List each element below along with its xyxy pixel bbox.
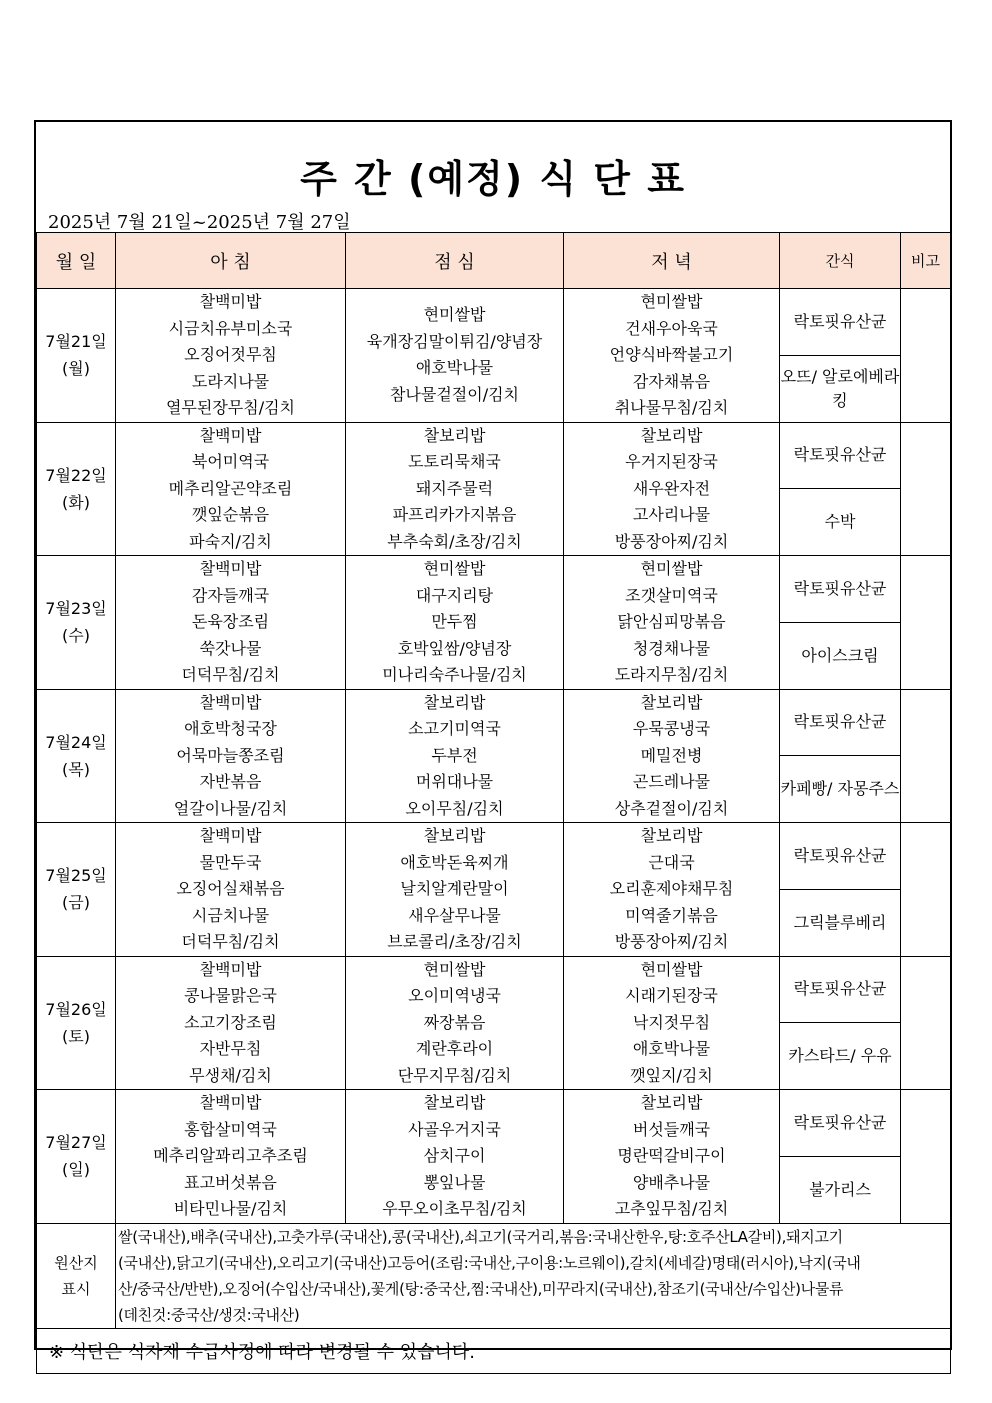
day-cell bbox=[37, 823, 116, 957]
lunch-item: 삼치구이 bbox=[423, 1146, 486, 1165]
dinner-item: 도라지무침/김치 bbox=[614, 665, 729, 684]
dinner-item: 찰보리밥 bbox=[640, 692, 703, 712]
dinner-item: 메밀전병 bbox=[640, 745, 703, 765]
dinner-item: 우묵콩냉국 bbox=[632, 719, 711, 738]
breakfast-item: 파숙지/김치 bbox=[189, 531, 272, 551]
day-cell bbox=[37, 422, 116, 556]
snack-primary: 락토핏유산균 bbox=[780, 289, 901, 356]
lunch-item: 새우살무나물 bbox=[408, 905, 501, 925]
footer-note: ※ 식단은 식자재 수급사정에 따라 변경될 수 있습니다. bbox=[37, 1328, 951, 1373]
day-row bbox=[37, 289, 951, 356]
lunch-item: 찰보리밥 bbox=[423, 1093, 486, 1112]
snack-secondary: 카스타드/ 우유 bbox=[780, 1023, 901, 1090]
snack-secondary: 수박 bbox=[780, 489, 901, 556]
day-cell bbox=[37, 1090, 116, 1224]
note-cell bbox=[901, 422, 951, 556]
note-cell bbox=[901, 289, 951, 423]
breakfast-item: 찰백미밥 bbox=[199, 292, 262, 311]
note-cell bbox=[901, 689, 951, 823]
day-date: 7월26일 bbox=[45, 999, 107, 1019]
lunch-cell bbox=[346, 422, 564, 556]
dinner-item: 시래기된장국 bbox=[625, 986, 718, 1005]
menu-table bbox=[36, 232, 951, 1374]
dinner-item: 찰보리밥 bbox=[640, 425, 703, 445]
breakfast-item: 돈육장조림 bbox=[191, 612, 270, 631]
breakfast-item: 시금치나물 bbox=[191, 905, 270, 925]
lunch-cell bbox=[346, 289, 564, 423]
breakfast-item: 콩나물맑은국 bbox=[184, 986, 277, 1005]
lunch-item: 현미쌀밥 bbox=[423, 959, 486, 979]
dinner-item: 찰보리밥 bbox=[640, 826, 703, 845]
lunch-cell bbox=[346, 556, 564, 690]
day-row bbox=[37, 422, 951, 489]
origin-line: 산/중국산/반반),오징어(수입산/국내산),꽃게(탕:중국산,찜:국내산),미꾸라지(국내산),참조기(국내산/수입산)나물류 bbox=[118, 1279, 844, 1298]
dinner-item: 고사리나물 bbox=[632, 505, 711, 524]
breakfast-item: 쑥갓나물 bbox=[199, 638, 262, 658]
dinner-item: 언양식바짝불고기 bbox=[609, 345, 734, 364]
origin-row bbox=[37, 1223, 951, 1328]
breakfast-item: 찰백미밥 bbox=[199, 425, 262, 445]
dinner-item: 명란떡갈비구이 bbox=[617, 1146, 726, 1165]
day-date: 7월25일 bbox=[45, 866, 107, 886]
header-row bbox=[37, 233, 951, 289]
day-row bbox=[37, 823, 951, 890]
lunch-item: 날치알계란말이 bbox=[400, 879, 509, 898]
dinner-item: 방풍장아찌/김치 bbox=[614, 932, 729, 951]
lunch-item: 오이무침/김치 bbox=[405, 798, 504, 818]
day-date: 7월21일 bbox=[45, 332, 107, 352]
day-weekday: (화) bbox=[62, 492, 90, 512]
dinner-item: 낙지젓무침 bbox=[632, 1012, 711, 1032]
snack-primary: 락토핏유산균 bbox=[780, 689, 901, 756]
dinner-item: 찰보리밥 bbox=[640, 1093, 703, 1112]
breakfast-item: 감자들깨국 bbox=[191, 585, 270, 605]
breakfast-cell bbox=[116, 956, 346, 1090]
origin-line: 쌀(국내산),배추(국내산),고춧가루(국내산),콩(국내산),쇠고기(국거리,볶음:국내산한우,탕:호주산LA갈비),돼지고기 bbox=[118, 1227, 843, 1246]
note-cell bbox=[901, 823, 951, 957]
breakfast-item: 무생채/김치 bbox=[189, 1065, 272, 1085]
note-cell bbox=[901, 956, 951, 1090]
dinner-item: 애호박나물 bbox=[632, 1039, 711, 1058]
snack-primary: 락토핏유산균 bbox=[780, 823, 901, 890]
day-row bbox=[37, 556, 951, 623]
dinner-cell bbox=[564, 823, 780, 957]
dinner-item: 조갯살미역국 bbox=[625, 585, 718, 605]
lunch-item: 찰보리밥 bbox=[423, 826, 486, 845]
breakfast-item: 자반무침 bbox=[199, 1039, 262, 1058]
lunch-item: 대구지리탕 bbox=[415, 585, 494, 605]
dinner-item: 현미쌀밥 bbox=[640, 292, 703, 311]
snack-primary: 락토핏유산균 bbox=[780, 1090, 901, 1157]
day-cell bbox=[37, 556, 116, 690]
note-cell bbox=[901, 1090, 951, 1224]
lunch-item: 부추숙회/초장/김치 bbox=[387, 531, 522, 551]
breakfast-cell bbox=[116, 422, 346, 556]
lunch-item: 파프리카가지볶음 bbox=[392, 505, 517, 524]
dinner-item: 방풍장아찌/김치 bbox=[614, 531, 729, 551]
breakfast-cell bbox=[116, 289, 346, 423]
header-lunch: 점 심 bbox=[346, 233, 564, 289]
lunch-item: 현미쌀밥 bbox=[423, 559, 486, 578]
lunch-item: 사골우거지국 bbox=[408, 1119, 501, 1139]
origin-text bbox=[116, 1223, 951, 1328]
day-cell bbox=[37, 956, 116, 1090]
breakfast-item: 찰백미밥 bbox=[199, 692, 262, 712]
lunch-item: 찰보리밥 bbox=[423, 692, 486, 712]
lunch-cell bbox=[346, 823, 564, 957]
dinner-cell bbox=[564, 1090, 780, 1224]
lunch-item: 육개장김말이튀김/양념장 bbox=[366, 331, 543, 351]
lunch-item: 미나리숙주나물/김치 bbox=[382, 665, 527, 684]
breakfast-cell bbox=[116, 1090, 346, 1224]
origin-label-line: 원산지 bbox=[54, 1253, 98, 1272]
day-weekday: (토) bbox=[62, 1026, 90, 1046]
dinner-item: 우거지된장국 bbox=[625, 452, 718, 471]
breakfast-item: 어묵마늘쫑조림 bbox=[176, 745, 285, 765]
dinner-item: 현미쌀밥 bbox=[640, 959, 703, 979]
day-row bbox=[37, 1090, 951, 1157]
breakfast-cell bbox=[116, 556, 346, 690]
dinner-item: 현미쌀밥 bbox=[640, 559, 703, 578]
snack-primary: 락토핏유산균 bbox=[780, 422, 901, 489]
breakfast-cell bbox=[116, 689, 346, 823]
day-weekday: (금) bbox=[62, 893, 90, 913]
day-row bbox=[37, 956, 951, 1023]
day-weekday: (월) bbox=[62, 359, 90, 379]
breakfast-item: 표고버섯볶음 bbox=[184, 1172, 277, 1192]
note-cell bbox=[901, 556, 951, 690]
day-cell bbox=[37, 689, 116, 823]
lunch-item: 애호박나물 bbox=[415, 358, 494, 378]
lunch-cell bbox=[346, 689, 564, 823]
snack-secondary: 오뜨/ 알로에베라킹 bbox=[780, 355, 901, 422]
dinner-item: 새우완자전 bbox=[632, 478, 711, 498]
day-cell bbox=[37, 289, 116, 423]
dinner-item: 미역줄기볶음 bbox=[625, 905, 718, 925]
lunch-item: 만두찜 bbox=[431, 612, 478, 631]
breakfast-item: 도라지나물 bbox=[191, 371, 270, 391]
lunch-item: 도토리묵채국 bbox=[408, 452, 501, 471]
menu-sheet bbox=[34, 120, 952, 1363]
day-date: 7월27일 bbox=[45, 1133, 107, 1153]
dinner-item: 양배추나물 bbox=[632, 1172, 711, 1192]
date-range: 2025년 7월 21일~2025년 7월 27일 bbox=[48, 212, 351, 233]
lunch-item: 브로콜리/초장/김치 bbox=[387, 932, 522, 951]
lunch-item: 머위대나물 bbox=[415, 772, 494, 791]
dinner-cell bbox=[564, 289, 780, 423]
breakfast-item: 북어미역국 bbox=[191, 452, 270, 471]
origin-label bbox=[37, 1223, 116, 1328]
breakfast-item: 더덕무침/김치 bbox=[181, 665, 280, 684]
dinner-item: 오리훈제야채무침 bbox=[609, 879, 734, 898]
snack-primary: 락토핏유산균 bbox=[780, 956, 901, 1023]
dinner-item: 깻잎지/김치 bbox=[630, 1065, 713, 1085]
dinner-cell bbox=[564, 556, 780, 690]
header-note: 비고 bbox=[901, 233, 951, 289]
breakfast-item: 비타민나물/김치 bbox=[173, 1199, 288, 1218]
breakfast-item: 소고기장조림 bbox=[184, 1012, 277, 1032]
lunch-cell bbox=[346, 1090, 564, 1224]
breakfast-item: 시금치유부미소국 bbox=[168, 318, 293, 338]
breakfast-item: 찰백미밥 bbox=[199, 559, 262, 578]
lunch-item: 오이미역냉국 bbox=[408, 986, 501, 1005]
dinner-item: 건새우아욱국 bbox=[625, 318, 718, 338]
breakfast-item: 찰백미밥 bbox=[199, 959, 262, 979]
snack-secondary: 불가리스 bbox=[780, 1156, 901, 1223]
origin-line: (국내산),닭고기(국내산),오리고기(국내산)고등어(조림:국내산,구이용:노르웨이),갈치(세네갈)명태(러시아),낙지(국내 bbox=[118, 1253, 861, 1272]
day-date: 7월24일 bbox=[45, 732, 107, 752]
dinner-item: 감자채볶음 bbox=[632, 371, 711, 391]
breakfast-item: 더덕무침/김치 bbox=[181, 932, 280, 951]
dinner-item: 청경채나물 bbox=[632, 638, 711, 658]
lunch-item: 소고기미역국 bbox=[408, 719, 501, 738]
breakfast-item: 깻잎순볶음 bbox=[191, 505, 270, 524]
header-day: 월 일 bbox=[37, 233, 116, 289]
breakfast-item: 물만두국 bbox=[199, 852, 262, 872]
header-dinner: 저 녁 bbox=[564, 233, 780, 289]
dinner-cell bbox=[564, 422, 780, 556]
dinner-item: 상추겉절이/김치 bbox=[614, 798, 729, 818]
breakfast-item: 오징어실채볶음 bbox=[176, 879, 285, 898]
lunch-item: 참나물겉절이/김치 bbox=[389, 384, 520, 404]
breakfast-item: 메추리알꽈리고추조림 bbox=[153, 1146, 308, 1165]
breakfast-item: 자반볶음 bbox=[199, 772, 262, 791]
breakfast-item: 열무된장무침/김치 bbox=[165, 398, 296, 417]
dinner-item: 닭안심피망볶음 bbox=[617, 612, 726, 631]
dinner-item: 근대국 bbox=[648, 852, 695, 872]
day-weekday: (목) bbox=[62, 759, 90, 779]
lunch-item: 돼지주물럭 bbox=[415, 478, 494, 498]
lunch-item: 호박잎쌈/양념장 bbox=[397, 638, 512, 658]
dinner-item: 고추잎무침/김치 bbox=[614, 1199, 729, 1218]
lunch-item: 애호박돈육찌개 bbox=[400, 852, 509, 872]
day-row bbox=[37, 689, 951, 756]
snack-primary: 락토핏유산균 bbox=[780, 556, 901, 623]
breakfast-item: 홍합살미역국 bbox=[184, 1119, 277, 1139]
dinner-cell bbox=[564, 956, 780, 1090]
breakfast-item: 애호박청국장 bbox=[184, 719, 277, 738]
day-weekday: (일) bbox=[62, 1160, 90, 1180]
dinner-item: 취나물무침/김치 bbox=[614, 398, 729, 417]
dinner-item: 곤드레나물 bbox=[632, 772, 711, 791]
header-breakfast: 아 침 bbox=[116, 233, 346, 289]
breakfast-item: 찰백미밥 bbox=[199, 1093, 262, 1112]
snack-secondary: 아이스크림 bbox=[780, 622, 901, 689]
lunch-item: 우무오이초무침/김치 bbox=[382, 1199, 527, 1218]
dinner-item: 버섯들깨국 bbox=[632, 1119, 711, 1139]
lunch-cell bbox=[346, 956, 564, 1090]
lunch-item: 계란후라이 bbox=[415, 1039, 494, 1058]
breakfast-item: 찰백미밥 bbox=[199, 826, 262, 845]
lunch-item: 찰보리밥 bbox=[423, 425, 486, 445]
lunch-item: 뽕잎나물 bbox=[423, 1172, 486, 1192]
lunch-item: 현미쌀밥 bbox=[423, 305, 486, 325]
snack-secondary: 카페빵/ 자몽주스 bbox=[780, 756, 901, 823]
breakfast-item: 오징어젓무침 bbox=[184, 345, 277, 364]
day-date: 7월23일 bbox=[45, 599, 107, 619]
snack-secondary: 그릭블루베리 bbox=[780, 889, 901, 956]
day-date: 7월22일 bbox=[45, 465, 107, 485]
footer-row bbox=[37, 1328, 951, 1373]
origin-label-line: 표시 bbox=[61, 1279, 91, 1298]
origin-line: (데친것:중국산/생것:국내산) bbox=[118, 1305, 300, 1324]
breakfast-item: 메추리알곤약조림 bbox=[168, 478, 293, 498]
lunch-item: 짜장볶음 bbox=[423, 1012, 486, 1032]
dinner-cell bbox=[564, 689, 780, 823]
lunch-item: 단무지무침/김치 bbox=[397, 1065, 512, 1085]
lunch-item: 두부전 bbox=[431, 745, 478, 765]
breakfast-item: 얼갈이나물/김치 bbox=[173, 798, 288, 818]
header-snack: 간식 bbox=[780, 233, 901, 289]
breakfast-cell bbox=[116, 823, 346, 957]
page-title: 주 간 (예정) 식 단 표 bbox=[300, 157, 686, 201]
day-weekday: (수) bbox=[62, 626, 90, 646]
